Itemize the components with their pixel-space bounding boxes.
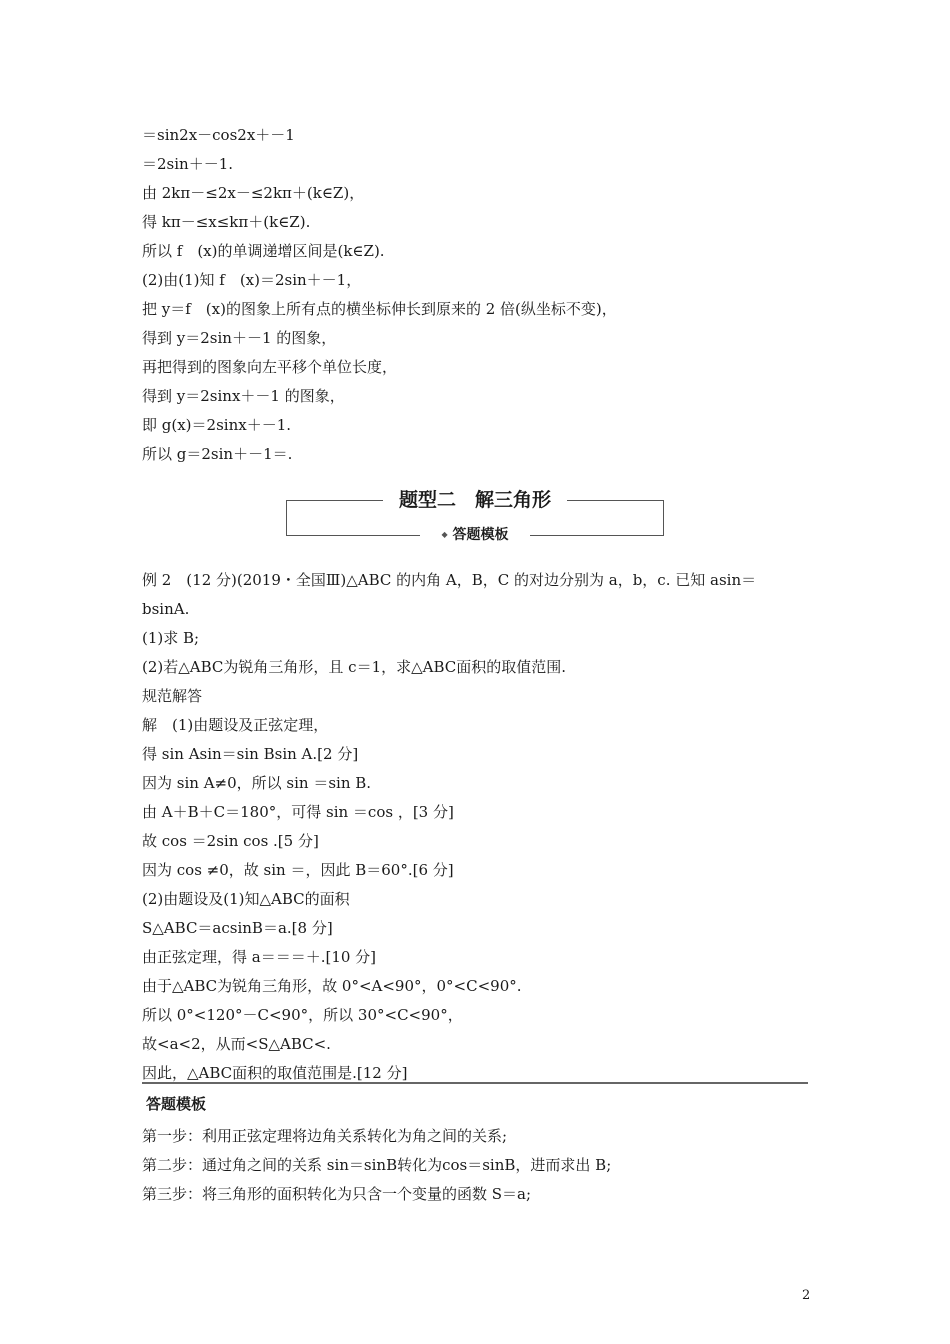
text-line: 得 kπ－≤x≤kπ＋(k∈Z). — [142, 213, 311, 231]
section-header — [286, 489, 664, 543]
section-subtitle-label: 答题模板 — [452, 527, 509, 543]
text-line: 因此，△ABC面积的取值范围是.[12 分] — [142, 1064, 408, 1082]
section-subtitle — [286, 525, 664, 545]
text-line: 所以 0°<120°－C<90°，所以 30°<C<90°， — [142, 1006, 463, 1024]
text-line: 由正弦定理，得 a＝＝＝＋.[10 分] — [142, 948, 377, 966]
text-line: S△ABC＝acsinB＝a.[8 分] — [142, 919, 333, 937]
text-line: ＝2sin＋－1. — [142, 155, 234, 173]
divider-rule — [142, 1082, 808, 1084]
text-line: 故<a<2，从而<S△ABC<. — [142, 1035, 331, 1053]
template-step: 第三步：将三角形的面积转化为只含一个变量的函数 S＝a; — [142, 1185, 532, 1203]
text-line: 即 g(x)＝2sinx＋－1. — [142, 416, 292, 434]
text-line: 因为 cos ≠0，故 sin ＝，因此 B＝60°.[6 分] — [142, 861, 454, 879]
text-line: 得 sin Asin＝sin Bsin A.[2 分] — [142, 745, 359, 763]
text-line: (2)若△ABC为锐角三角形，且 c＝1，求△ABC面积的取值范围. — [142, 658, 567, 676]
diamond-icon: ◆ — [441, 530, 448, 539]
text-line: 由于△ABC为锐角三角形，故 0°<A<90°，0°<C<90°. — [142, 977, 522, 995]
text-line: 规范解答 — [142, 687, 203, 705]
text-line: 所以 g＝2sin＋－1＝. — [142, 445, 293, 463]
text-line: 由 2kπ－≤2x－≤2kπ＋(k∈Z)， — [142, 184, 365, 202]
text-line: (2)由题设及(1)知△ABC的面积 — [142, 890, 350, 908]
page-number: 2 — [802, 1288, 811, 1303]
text-line: ＝sin2x－cos2x＋－1 — [142, 126, 295, 144]
text-line: 得到 y＝2sinx＋－1 的图象， — [142, 387, 345, 405]
text-line: (1)求 B; — [142, 629, 200, 647]
text-line: 例 2 (12 分)(2019・全国Ⅲ)△ABC 的内角 A，B，C 的对边分别为 a，b，c. 已知 asin＝ — [142, 571, 757, 589]
text-line: 因为 sin A≠0，所以 sin ＝sin B. — [142, 774, 372, 792]
text-line: bsinA. — [142, 600, 190, 618]
text-line: 得到 y＝2sin＋－1 的图象， — [142, 329, 337, 347]
text-line: 由 A＋B＋C＝180°，可得 sin ＝cos ，[3 分] — [142, 803, 454, 821]
text-line: 故 cos ＝2sin cos .[5 分] — [142, 832, 319, 850]
template-step: 第二步：通过角之间的关系 sin＝sinB转化为cos＝sinB，进而求出 B; — [142, 1156, 612, 1174]
text-line: 解 (1)由题设及正弦定理， — [142, 716, 329, 734]
text-line: 所以 f (x)的单调递增区间是(k∈Z). — [142, 242, 385, 260]
text-line: 再把得到的图象向左平移个单位长度， — [142, 358, 398, 376]
text-line: 把 y＝f (x)的图象上所有点的横坐标伸长到原来的 2 倍(纵坐标不变)， — [142, 300, 617, 318]
template-heading: 答题模板 — [146, 1095, 207, 1113]
text-line: (2)由(1)知 f (x)＝2sin＋－1， — [142, 271, 362, 289]
section-title: 题型二 解三角形 — [398, 489, 551, 511]
template-step: 第一步：利用正弦定理将边角关系转化为角之间的关系; — [142, 1127, 508, 1145]
